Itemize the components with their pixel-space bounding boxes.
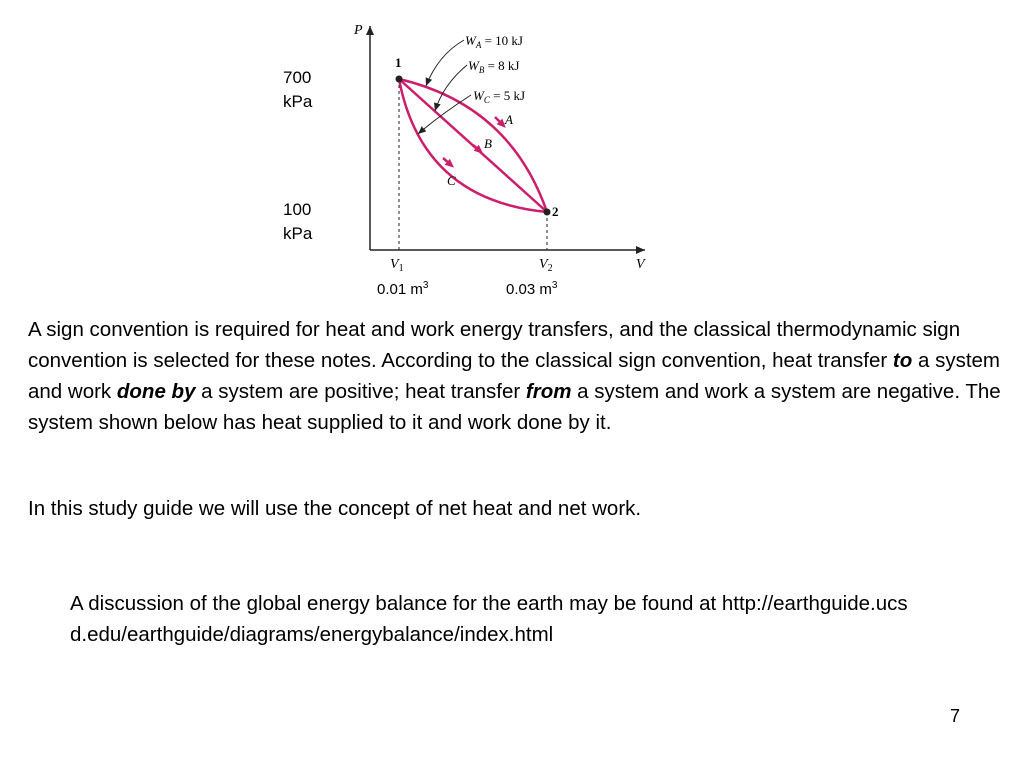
work-c-pointer-icon xyxy=(418,95,471,134)
pressure-high-unit: kPa xyxy=(283,92,313,111)
emphasis-done-by: done by xyxy=(116,380,196,403)
path-a-arrow-icon xyxy=(495,117,503,125)
volume-2-label: 0.03 $m^3$ xyxy=(506,280,558,298)
x-axis-label: V xyxy=(636,257,645,272)
work-a-pointer-icon xyxy=(426,40,464,86)
state-2-label: 2 xyxy=(552,204,559,219)
sign-convention-paragraph: A sign convention is required for heat and work energy transfers, and the classical thermodynamic sign convention is selected for these notes. According to the classical sign convention, heat transfer to a system and work done by a system are positive; heat transfer from a system and work a system are negative. The system shown below has heat supplied to it and work done by it. xyxy=(28,318,1001,434)
state-1-label: 1 xyxy=(395,55,402,70)
volume-1-label: 0.01 $m^3$ xyxy=(377,280,429,298)
work-c-label: $W_C = 5$ kJ xyxy=(473,88,525,105)
path-b-label: B xyxy=(484,136,492,151)
work-b-label: $W_B = 8$ kJ xyxy=(468,58,520,75)
path-a-label: A xyxy=(505,112,513,127)
emphasis-to: to xyxy=(892,349,913,372)
net-heat-work-paragraph: In this study guide we will use the concept of net heat and net work. xyxy=(28,497,642,520)
pressure-low-unit: kPa xyxy=(283,224,313,243)
energy-balance-note: A discussion of the global energy balance for the earth may be found at http://earthguide.ucsd.edu/earthguide/diagrams/energybalance/index.html xyxy=(70,592,908,646)
pv-diagram xyxy=(340,10,670,285)
state-1-point xyxy=(396,76,403,83)
v2-label: $V_2$ xyxy=(539,257,553,274)
emphasis-from: from xyxy=(525,380,572,403)
y-axis-label: P xyxy=(354,23,363,38)
state-2-point xyxy=(544,209,551,216)
pressure-low-value: 100 xyxy=(283,200,312,219)
pressure-high-label xyxy=(283,66,312,114)
page-number: 7 xyxy=(950,706,961,726)
pressure-low-label xyxy=(283,198,312,246)
v1-label: $V_1$ xyxy=(390,257,404,274)
path-c-arrow-icon xyxy=(443,158,451,165)
work-a-label: $W_A = 10$ kJ xyxy=(465,33,523,50)
path-c-label: C xyxy=(447,173,456,188)
pressure-high-value: 700 xyxy=(283,68,312,87)
